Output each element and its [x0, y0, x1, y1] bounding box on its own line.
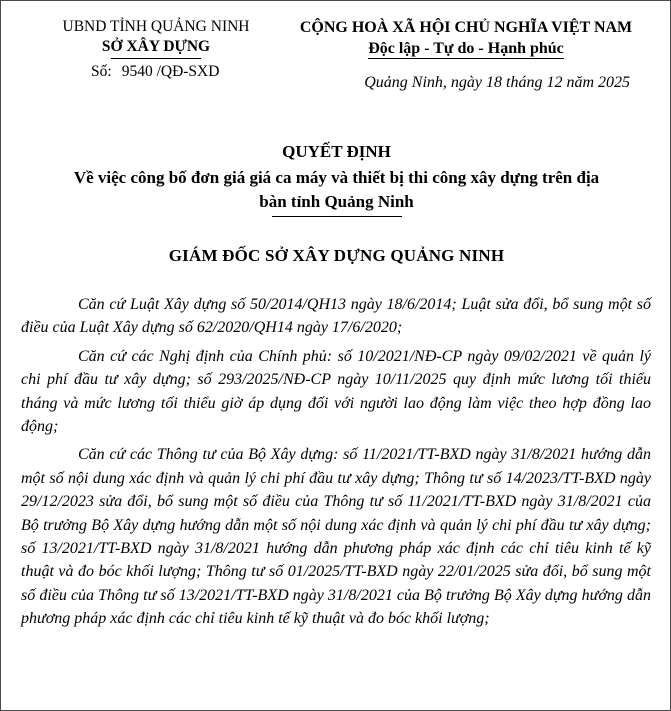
- issuer-heading: GIÁM ĐỐC SỞ XÂY DỰNG QUẢNG NINH: [168, 246, 505, 265]
- date-line: Quảng Ninh, ngày 18 tháng 12 năm 2025: [364, 74, 630, 91]
- agency-name: SỞ XÂY DỰNG: [101, 38, 211, 55]
- paragraph: Căn cứ các Thông tư của Bộ Xây dựng: số 11/2021/TT-BXD ngày 31/8/2021 hướng dẫn một số nội dung xác định và quản lý chi phí đầu tư xây dựng; Thông tư số 14/2023/TT-BXD ngày 29/12/2023 sửa đổi, bổ sung một số điều của Thông tư số 11/2021/TT-BXD ngày 31/8/2021 của Bộ trưởng Bộ Xây dựng hướng dẫn một số nội dung xác định và quản lý chi phí đầu tư xây dựng; số 13/2021/TT-BXD ngày 31/8/2021 hướng dẫn phương pháp xác định các chỉ tiêu kinh tế kỹ thuật và đo bóc khối lượng; Thông tư số 01/2025/TT-BXD ngày 22/01/2025 sửa đổi, bổ sung một số điều của Thông tư số 13/2021/TT-BXD ngày 31/8/2021 của Bộ trưởng Bộ Xây dựng hướng dẫn phương pháp xác định các chỉ tiêu kinh tế kỹ thuật và đo bóc khối lượng;: [21, 446, 651, 628]
- document-number: [91, 63, 219, 81]
- paragraph: Căn cứ Luật Xây dựng số 50/2014/QH13 ngày 18/6/2014; Luật sửa đổi, bổ sung một số điều của Luật Xây dựng số 62/2020/QH14 ngày 17/6/2020;: [21, 296, 651, 337]
- doc-number-label: Số:: [91, 63, 112, 80]
- issuing-agency-block: [41, 17, 271, 59]
- national-motto: Độc lập - Tự do - Hạnh phúc: [368, 40, 564, 57]
- agency-underline: [111, 58, 201, 59]
- paragraph: Căn cứ các Nghị định của Chính phủ: số 10/2021/NĐ-CP ngày 09/02/2021 về quản lý chi phí đầu tư xây dựng; số 293/2025/NĐ-CP ngày 10/11/2025 quy định mức lương tối thiểu tháng và mức lương tối thiểu giờ áp dụng đối với người lao động làm việc theo hợp đồng lao động;: [21, 347, 651, 436]
- subtitle-line-1: Về việc công bố đơn giá giá ca máy và thiết bị thi công xây dựng trên địa: [73, 168, 600, 187]
- doc-number-value: 9540 /QĐ-SXD: [121, 63, 220, 80]
- subtitle-line-2: bàn tỉnh Quảng Ninh: [259, 192, 414, 211]
- document-subtitle: [41, 166, 632, 217]
- document-body: [21, 293, 651, 636]
- nation-name: CỘNG HOÀ XÃ HỘI CHỦ NGHĨA VIỆT NAM: [299, 19, 633, 36]
- agency-parent: UBND TỈNH QUẢNG NINH: [62, 18, 250, 35]
- national-heading: [281, 17, 651, 59]
- document-title: QUYẾT ĐỊNH: [282, 142, 391, 161]
- subtitle-underline: [272, 216, 402, 217]
